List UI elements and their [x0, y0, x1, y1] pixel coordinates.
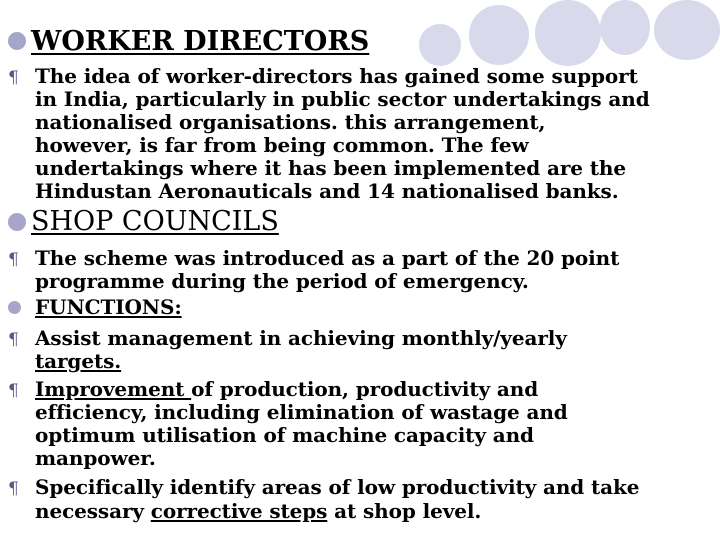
- item1-line: Assist management in achieving monthly/yearly: [35, 326, 567, 350]
- para-line: nationalised organisations. this arrangement,: [35, 110, 546, 134]
- heading-worker-directors: WORKER DIRECTORS: [31, 26, 370, 57]
- heading-shop-councils: SHOP COUNCILS: [31, 206, 279, 237]
- intro-line: programme during the period of emergency.: [35, 269, 529, 293]
- item2-line: Improvement of production, productivity and: [35, 377, 539, 401]
- para-line: undertakings where it has been implemented are the: [35, 156, 626, 180]
- pilcrow-icon: ¶: [8, 330, 19, 350]
- item3-line: Specifically identify areas of low productivity and take: [35, 475, 640, 499]
- pilcrow-icon: ¶: [8, 479, 19, 499]
- para-line: The idea of worker-directors has gained some support: [35, 64, 638, 88]
- bullet-dot-icon: [8, 32, 26, 50]
- functions-label: FUNCTIONS:: [35, 295, 182, 319]
- para-line: in India, particularly in public sector undertakings and: [35, 87, 650, 111]
- item1-line: targets.: [35, 349, 122, 373]
- item3-line: necessary corrective steps at shop level.: [35, 499, 482, 523]
- para-line: Hindustan Aeronauticals and 14 nationalised banks.: [35, 179, 619, 203]
- item2-line: optimum utilisation of machine capacity and: [35, 423, 534, 447]
- para-line: however, is far from being common. The few: [35, 133, 529, 157]
- pilcrow-icon: ¶: [8, 250, 19, 270]
- pilcrow-icon: ¶: [8, 68, 19, 88]
- pilcrow-icon: ¶: [8, 381, 19, 401]
- bullet-dot-icon: [8, 301, 21, 314]
- intro-line: The scheme was introduced as a part of the 20 point: [35, 246, 620, 270]
- bullet-dot-icon: [8, 213, 26, 231]
- item2-line: manpower.: [35, 446, 156, 470]
- item2-line: efficiency, including elimination of wastage and: [35, 400, 568, 424]
